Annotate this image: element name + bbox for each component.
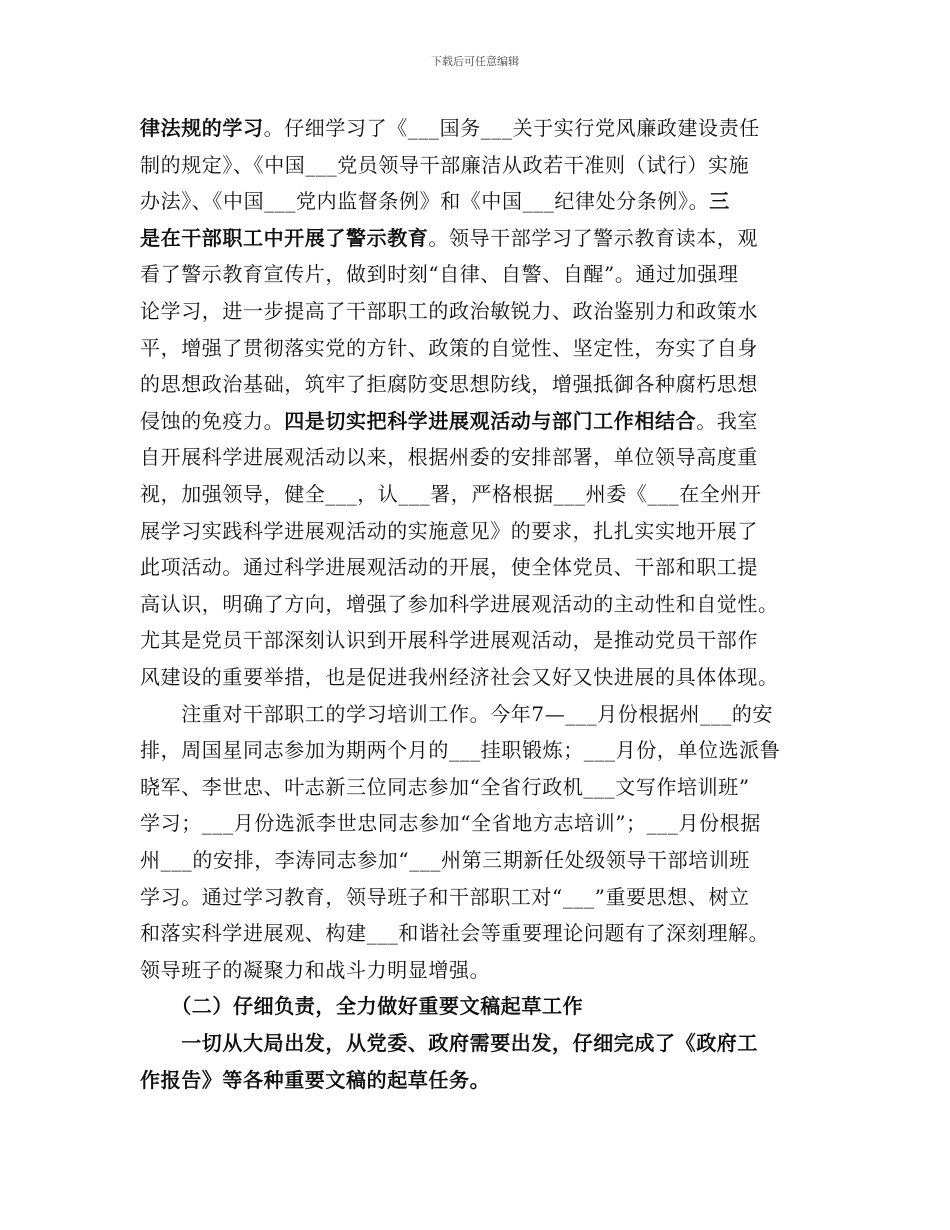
- text-line: [140, 112, 760, 141]
- text-run: 平，增强了贯彻落实党的方针、政策的自觉性、坚定性，夯实了自身: [140, 335, 758, 360]
- bold-text-run: （二）仔细负责，全力做好重要文稿起草工作: [140, 994, 584, 1019]
- text-run: 此项活动。通过科学进展观活动的开展，使全体党员、干部和职工提: [140, 555, 758, 580]
- bold-text-run: 律法规的学习: [140, 116, 264, 140]
- text-line: [140, 551, 758, 580]
- text-run: 视，加强领导，健全___，认___署，严格根据___州委《___在全州开: [140, 482, 762, 506]
- text-line: [140, 807, 761, 836]
- page-header: 下载后可任意编辑: [431, 55, 519, 68]
- text-line: [140, 185, 730, 214]
- bold-text-run: 一切从大局出发，从党委、政府需要出发，仔细完成了《政府工: [140, 1031, 758, 1055]
- text-run: 。领导干部学习了警示教育读本，观: [428, 225, 759, 250]
- text-run: 和落实科学进展观、构建___和谐社会等重要理论问题有了深刻理解。: [140, 921, 770, 946]
- text-line: [140, 441, 758, 470]
- text-line: [140, 258, 738, 287]
- text-run: 排，周国星同志参加为期两个月的___挂职锻炼；___月份，单位选派鲁: [140, 738, 781, 763]
- text-run: 论学习，进一步提高了干部职工的政治敏锐力、政治鉴别力和政策水: [140, 299, 758, 323]
- bold-text-run: 作报告》等各种重要文稿的起草任务。: [140, 1067, 491, 1092]
- text-line: [140, 515, 758, 544]
- text-run: 展学习实践科学进展观活动的实施意见》的要求，扎扎实实地开展了: [140, 518, 758, 543]
- text-run: 。仔细学习了《___国务___关于实行党风廉政建设责任: [263, 116, 760, 140]
- text-run: 办法》、《中国___党内监督条例》和《中国___纪律处分条例》。: [140, 189, 710, 214]
- text-run: 尤其是党员干部深刻认识到开展科学进展观活动，是推动党员干部作: [140, 628, 758, 653]
- text-line: [140, 405, 758, 434]
- text-line: [140, 844, 750, 873]
- text-line: [140, 149, 749, 178]
- text-run: 领导班子的凝聚力和战斗力明显增强。: [140, 957, 491, 982]
- text-line: [140, 990, 583, 1019]
- text-run: 州___的安排，李涛同志参加“___州第三期新任处级领导干部培训班: [140, 848, 751, 872]
- text-run: 学习；___月份选派李世忠同志参加“全省地方志培训”；___月份根据: [140, 811, 761, 836]
- text-run: 注重对干部职工的学习培训工作。今年7—___月份根据州___的安: [140, 701, 774, 726]
- text-line: [140, 881, 750, 910]
- text-run: 风建设的重要举措，也是促进我州经济社会又好又快进展的具体体现。: [140, 665, 779, 689]
- text-run: 制的规定》、《中国___党员领导干部廉洁从政若干准则（试行）实施: [140, 152, 750, 177]
- text-run: 。我室: [696, 408, 759, 433]
- text-line: [140, 917, 769, 946]
- text-line: [140, 222, 758, 251]
- text-run: 自开展科学进展观活动以来，根据州委的安排部署，单位领导高度重: [140, 445, 758, 470]
- text-line: [140, 295, 758, 324]
- text-line: [140, 661, 779, 690]
- text-line: [140, 698, 773, 727]
- text-run: 侵蚀的免疫力。: [140, 408, 285, 433]
- bold-text-run: 四是切实把科学进展观活动与部门工作相结合: [284, 408, 697, 433]
- text-run: 的思想政治基础，筑牢了拒腐防变思想防线，增强抵御各种腐朽思想: [140, 372, 758, 397]
- text-line: [140, 1064, 490, 1093]
- text-line: [140, 734, 780, 763]
- text-line: [140, 478, 762, 507]
- text-run: 晓军、李世忠、叶志新三位同志参加“全省行政机___文写作培训班”: [140, 774, 750, 799]
- text-run: 高认识，明确了方向，增强了参加科学进展观活动的主动性和自觉性。: [140, 591, 779, 616]
- text-line: [140, 771, 750, 800]
- bold-text-run: 三: [709, 189, 730, 214]
- text-run: 学习。通过学习教育，领导班子和干部职工对“___”重要思想、树立: [140, 884, 750, 909]
- text-line: [140, 1027, 758, 1056]
- text-line: [140, 332, 758, 361]
- bold-text-run: 是在干部职工中开展了警示教育: [140, 225, 429, 250]
- text-line: [140, 624, 758, 653]
- text-line: [140, 368, 758, 397]
- text-line: [140, 588, 779, 617]
- text-line: [140, 954, 490, 983]
- text-run: 看了警示教育宣传片，做到时刻“自律、自警、自醒”。通过加强理: [140, 262, 739, 287]
